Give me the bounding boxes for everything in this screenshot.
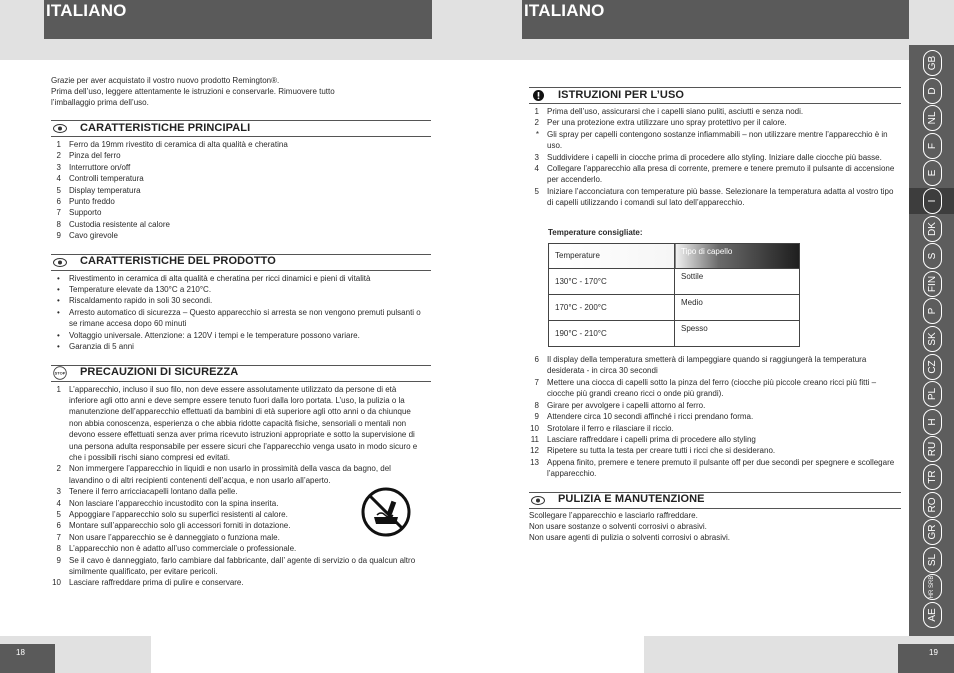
list-item-number: 6 <box>56 197 61 207</box>
section-safety <box>51 365 431 382</box>
list-item-number: 10 <box>52 578 61 588</box>
list-item-number: 9 <box>56 231 61 241</box>
eye-icon <box>53 124 67 134</box>
list-item-text: Srotolare il ferro e rilasciare il riccio. <box>547 423 674 433</box>
eye-icon <box>531 495 545 505</box>
list-item-text: Display temperatura <box>69 185 141 195</box>
list-item-number: • <box>57 296 60 306</box>
list-item-number: 9 <box>56 555 61 565</box>
list-item-text: L’apparecchio, incluso il suo filo, non deve essere assolutamente utilizzato da persone di età inferiore agli otto anni e deve sempre essere tenuto fuori dalla loro portata. L’uso, la pulizia o la manutenzione dell’apparecchio effettuati da bambini di età superiore agli otto anni o da chiunque non abbia conoscenza, esperienza o che abbia ridotte capacità fisiche, sensoriali o mentali non devono essere effettuati senza aver prima ricevuto istruzioni appropriate e sotto la supervisione di una persona adulta responsabile per essere sicuri che l’apparecchio venga usato in modo sicuro e che i possibili rischi siano compresi ed evitati. <box>69 384 418 462</box>
language-tab-label: PL <box>926 388 938 401</box>
list-item <box>51 207 431 218</box>
list-item-text: Se il cavo è danneggiato, farlo cambiare dal fabbricante, dall’ agente di servizio o da qualcun altro similmente qualificato, per evitare pericoli. <box>69 555 416 576</box>
cleaning-line: Scollegare l’apparecchio e lasciarlo raffreddare. <box>529 510 698 520</box>
list-item-text: Collegare l’apparecchio alla presa di corrente, premere e tenere premuto il pulsante di accensione per accenderlo. <box>547 164 895 185</box>
list-item <box>51 307 431 330</box>
list-item-number: 3 <box>56 162 61 172</box>
language-tab-label: HR SRB <box>929 576 935 599</box>
intro-line: Prima dell’uso, leggere attentamente le istruzioni e conservarle. Rimuovere tutto <box>51 87 335 96</box>
list-item-number: 7 <box>56 208 61 218</box>
list-item-number: • <box>57 273 60 283</box>
list-item-number: 1 <box>56 384 61 394</box>
list-item-number: 3 <box>56 487 61 497</box>
table-row <box>549 269 800 295</box>
list-item-number: 11 <box>530 434 539 444</box>
list-item-text: Temperature elevate da 130°C a 210°C. <box>69 285 212 295</box>
section-title: PRECAUZIONI DI SICUREZZA <box>80 366 239 379</box>
page-number-left: 18 <box>0 644 55 673</box>
list-item-text: Iniziare l’acconciatura con temperature più basse. Selezionare la temperatura adatta al vostro tipo di capelli utilizzando i comandi sul lato dell’apparecchio. <box>547 186 894 208</box>
list-item <box>529 434 901 445</box>
list-item <box>529 106 901 117</box>
table-row <box>549 295 800 321</box>
list-item <box>51 384 421 464</box>
table-cell: 190°C - 210°C <box>549 321 675 347</box>
list-item-text: Pinza del ferro <box>69 151 121 161</box>
list-item-number: 4 <box>56 174 61 184</box>
list-item-number: 2 <box>56 151 61 161</box>
list-item <box>529 377 901 400</box>
list-item-text: Ripetere su tutta la testa per creare tutti i ricci che si desiderano. <box>547 446 776 456</box>
features-list <box>51 139 431 242</box>
list-item-text: Non immergere l’apparecchio in liquidi e non usarlo in prossimità della vasca da bagno, del lavandino o di altri recipienti contenenti dell’acqua, e non usarlo all’aperto. <box>69 464 391 485</box>
list-item-number: 10 <box>530 423 539 433</box>
list-item <box>51 284 431 295</box>
language-tab-strip <box>909 45 954 636</box>
list-item <box>529 129 901 152</box>
language-tab-label: RU <box>926 442 938 457</box>
instructions-list <box>529 106 901 209</box>
list-item <box>51 543 421 554</box>
list-item-number: * <box>535 129 539 139</box>
language-tab-label: H <box>926 418 938 426</box>
list-item-number: 6 <box>56 521 61 531</box>
table-cell: Spesso <box>675 321 800 347</box>
list-item-text: Garanzia di 5 anni <box>69 342 134 352</box>
list-item <box>51 139 431 150</box>
list-item-number: 5 <box>56 185 61 195</box>
list-item-text: Custodia resistente al calore <box>69 219 170 229</box>
list-item-number: 4 <box>56 498 61 508</box>
list-item <box>529 400 901 411</box>
section-title: ISTRUZIONI PER L’USO <box>558 88 685 101</box>
language-tab-label: RO <box>926 497 938 513</box>
list-item <box>51 162 431 173</box>
language-tab-label: GB <box>926 55 938 71</box>
list-item-text: Appoggiare l’apparecchio solo su superfici resistenti al calore. <box>69 509 288 519</box>
list-item-number: 3 <box>534 152 539 162</box>
language-tab-label: AE <box>926 608 938 622</box>
list-item-text: Montare sull’apparecchio solo gli accessori forniti in dotazione. <box>69 521 291 531</box>
list-item-text: Lasciare raffreddare prima di pulire e conservare. <box>69 578 244 588</box>
list-item-number: • <box>57 342 60 352</box>
language-tab-label: CZ <box>926 359 938 374</box>
list-item-number: 7 <box>534 377 539 387</box>
list-item-text: Cavo girevole <box>69 231 118 241</box>
language-tab-label: P <box>926 308 938 315</box>
list-item <box>51 577 421 588</box>
list-item-text: Lasciare raffreddare i capelli prima di procedere allo styling <box>547 434 756 444</box>
list-item-number: 9 <box>534 412 539 422</box>
list-item-number: 1 <box>56 140 61 149</box>
language-tab-label: GR <box>926 524 938 540</box>
table-row <box>549 321 800 347</box>
list-item-text: Supporto <box>69 208 102 218</box>
page-header-right: ITALIANO <box>522 0 909 39</box>
list-item <box>529 186 901 209</box>
table-cell: Medio <box>675 295 800 321</box>
list-item-number: 8 <box>534 400 539 410</box>
section-main-features <box>51 120 431 137</box>
list-item-number: 8 <box>56 544 61 554</box>
list-item-text: Ferro da 19mm rivestito di ceramica di alta qualità e cheratina <box>69 140 288 149</box>
list-item-text: Controlli temperatura <box>69 174 144 184</box>
list-item <box>51 330 431 341</box>
list-item <box>529 354 901 377</box>
list-item-number: 6 <box>534 355 539 365</box>
list-item <box>51 219 431 230</box>
list-item-number: 4 <box>534 164 539 174</box>
product-features-list <box>51 273 431 353</box>
table-header-row <box>549 244 800 269</box>
list-item-text: L’apparecchio non è adatto all’uso commerciale o professionale. <box>69 544 297 554</box>
section-product-features <box>51 254 431 271</box>
list-item-number: 1 <box>534 107 539 116</box>
list-item-text: Riscaldamento rapido in soli 30 secondi. <box>69 296 213 306</box>
list-item-text: Rivestimento in ceramica di alta qualità e cheratina per ricci dinamici e pieni di vitalità <box>69 273 371 283</box>
intro-line: l’imballaggio prima dell’uso. <box>51 98 149 107</box>
list-item <box>51 341 431 352</box>
list-item <box>529 117 901 128</box>
cleaning-line: Non usare sostanze o solventi corrosivi o abrasivi. <box>529 521 707 531</box>
cleaning-line: Non usare agenti di pulizia o solventi corrosivi o abrasivi. <box>529 533 730 543</box>
language-tab-label: I <box>926 199 938 203</box>
list-item-number: • <box>57 285 60 295</box>
temperature-table <box>548 243 800 347</box>
list-item <box>529 445 901 456</box>
list-item-number: 5 <box>534 186 539 196</box>
bottom-band-left-inner <box>151 636 477 673</box>
language-tab-label: SL <box>926 553 938 566</box>
intro-text <box>51 75 431 108</box>
language-tab-label: NL <box>926 111 938 125</box>
section-title: CARATTERISTICHE DEL PRODOTTO <box>80 255 276 268</box>
cleaning-text <box>529 510 901 544</box>
list-item-text: Il display della temperatura smetterà di lampeggiare quando si raggiungerà la temperatura desiderata - in circa 30 secondi <box>547 355 867 376</box>
list-item-text: Per una protezione extra utilizzare uno spray protettivo per il calore. <box>547 118 787 128</box>
table-header-cell: Temperature <box>549 244 675 269</box>
language-tab-label: S <box>926 252 938 260</box>
section-instructions <box>529 87 901 104</box>
list-item-text: Non lasciare l’apparecchio incustodito con la spina inserita. <box>69 498 279 508</box>
list-item-text: Girare per avvolgere i capelli attorno al ferro. <box>547 400 706 410</box>
list-item <box>51 273 431 284</box>
list-item <box>51 150 431 161</box>
temps-title: Temperature consigliate: <box>548 227 643 237</box>
left-page-content <box>51 75 431 601</box>
list-item-text: Gli spray per capelli contengono sostanze infiammabili – non utilizzare mentre l’apparecchio è in uso. <box>547 129 888 151</box>
table-cell: Sottile <box>675 269 800 295</box>
list-item <box>51 173 431 184</box>
list-item <box>51 230 431 241</box>
list-item-number: 13 <box>530 457 539 467</box>
list-item-text: Prima dell’uso, assicurarsi che i capelli siano puliti, asciutti e senza nodi. <box>547 107 804 116</box>
list-item-text: Non usare l’apparecchio se è danneggiato o funziona male. <box>69 532 280 542</box>
table-header-cell: Tipo di capello <box>675 244 800 269</box>
list-item-number: • <box>57 307 60 317</box>
intro-line: Grazie per aver acquistato il vostro nuovo prodotto Remington®. <box>51 76 280 85</box>
list-item <box>529 457 901 480</box>
exclamation-icon <box>531 91 545 101</box>
list-item-text: Arresto automatico di sicurezza – Questo apparecchio si arresta se non vengono premuti pulsanti o se rimane accesa dopo 60 minuti <box>69 307 421 329</box>
list-item-text: Appena finito, premere e tenere premuto il pulsante off per due secondi per spegnere e scollegare l’apparecchio. <box>547 457 895 479</box>
list-item-number: 2 <box>534 118 539 128</box>
language-tab-label: F <box>926 142 938 149</box>
section-cleaning <box>529 492 901 509</box>
language-tab-ae[interactable] <box>914 602 950 628</box>
page-number-right: 19 <box>898 644 954 673</box>
list-item-text: Interruttore on/off <box>69 162 131 172</box>
list-item-number: • <box>57 330 60 340</box>
table-cell: 130°C - 170°C <box>549 269 675 295</box>
list-item <box>51 185 431 196</box>
list-item <box>51 463 421 486</box>
list-item <box>51 196 431 207</box>
stop-icon <box>53 368 67 378</box>
svg-text:STOP: STOP <box>54 370 66 376</box>
instructions-list-continued <box>529 354 901 479</box>
language-tab-label: SK <box>926 332 938 346</box>
language-tab-label: E <box>926 170 938 177</box>
language-tab-label: D <box>926 86 938 95</box>
list-item <box>529 152 901 163</box>
list-item-number: 8 <box>56 219 61 229</box>
list-item-number: 12 <box>530 446 539 456</box>
table-cell: 170°C - 200°C <box>549 295 675 321</box>
list-item <box>529 163 901 186</box>
eye-icon <box>53 257 67 267</box>
list-item-text: Attendere circa 10 secondi affinché i ricci prendano forma. <box>547 412 754 422</box>
list-item <box>51 295 431 306</box>
list-item-text: Voltaggio universale. Attenzione: a 120V i tempi e le temperature possono variare. <box>69 330 360 340</box>
list-item-text: Tenere il ferro arricciacapelli lontano dalla pelle. <box>69 487 238 497</box>
list-item-number: 7 <box>56 532 61 542</box>
language-tab-label: TR <box>926 470 938 484</box>
language-tab-label: DK <box>926 221 938 236</box>
section-title: CARATTERISTICHE PRINCIPALI <box>80 121 251 134</box>
page-header-left: ITALIANO <box>44 0 432 39</box>
list-item <box>529 423 901 434</box>
list-item-text: Suddividere i capelli in ciocche prima di procedere allo styling. Iniziare dalle ciocche più basse. <box>547 152 882 162</box>
list-item <box>529 411 901 422</box>
language-tab-label: FIN <box>926 275 938 292</box>
section-title: PULIZIA E MANUTENZIONE <box>558 493 705 506</box>
list-item <box>51 555 421 578</box>
list-item-number: 2 <box>56 464 61 474</box>
list-item-number: 5 <box>56 509 61 519</box>
no-water-warning-icon <box>361 487 411 537</box>
right-page-content <box>529 87 901 544</box>
list-item-text: Mettere una ciocca di capelli sotto la pinza del ferro (ciocche più piccole creano ricci più fitti – ciocche più grandi creano ricci o onde più grandi). <box>547 377 877 399</box>
list-item-text: Punto freddo <box>69 197 115 207</box>
